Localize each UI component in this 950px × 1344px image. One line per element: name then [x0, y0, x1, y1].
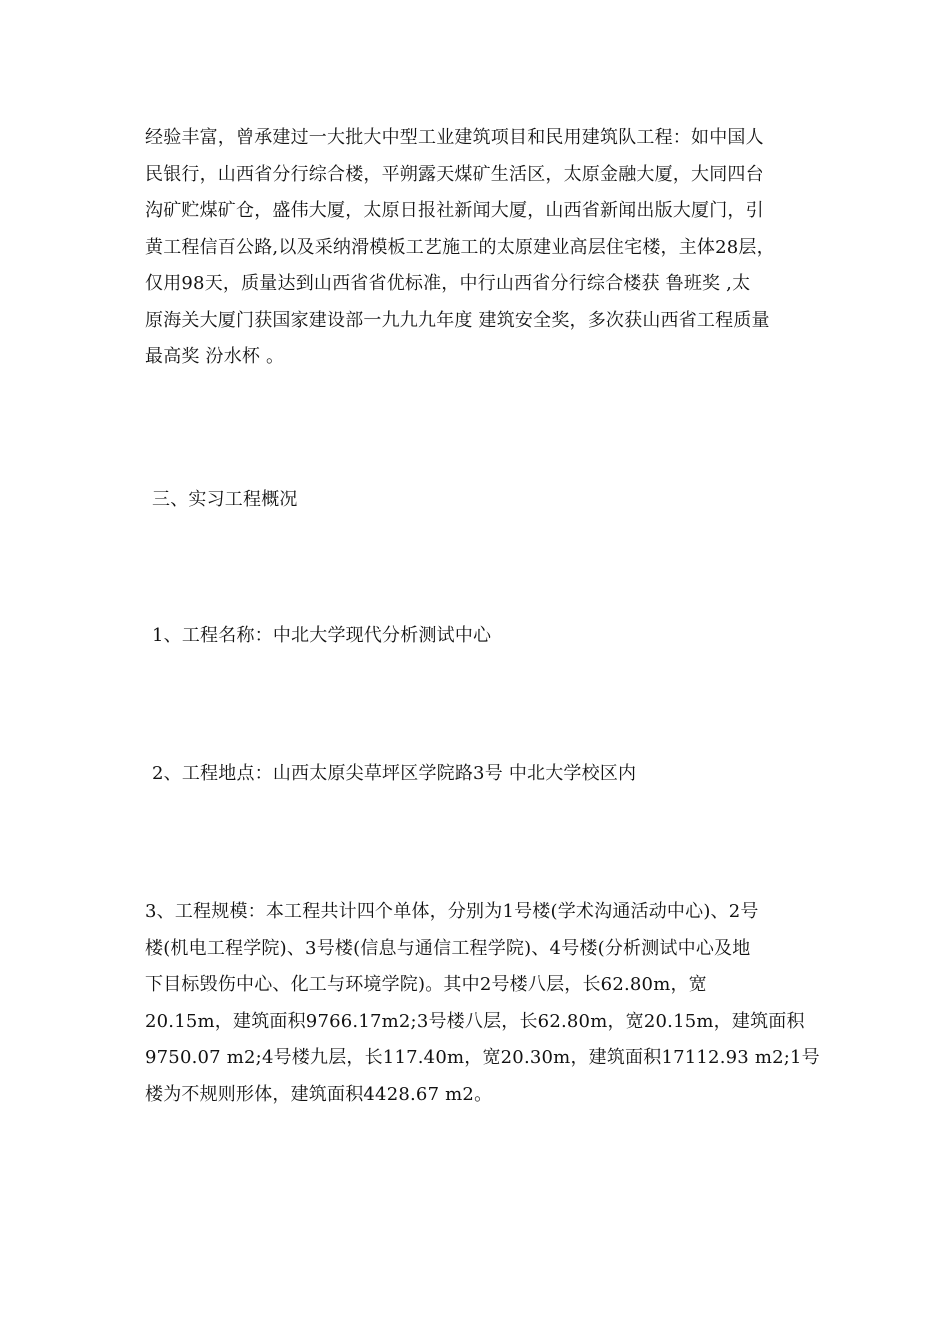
intro-paragraph: [145, 120, 810, 376]
text-line: 经验丰富，曾承建过一大批大中型工业建筑项目和民用建筑队工程：如中国人: [145, 127, 764, 148]
text-line: 黄工程信百公路,以及采纳滑模板工艺施工的太原建业高层住宅楼，主体28层，: [145, 236, 775, 258]
text-line: 最高奖 汾水杯 。: [145, 346, 285, 367]
text-line: 仅用98天，质量达到山西省省优标准，中行山西省分行综合楼获 鲁班奖 ,太: [145, 273, 751, 294]
text-line: 下目标毁伤中心、化工与环境学院)。其中2号楼八层，长62.80m，宽: [145, 974, 707, 995]
project-name-text: 1、工程名称：中北大学现代分析测试中心: [152, 625, 492, 646]
text-line: 楼(机电工程学院)、3号楼(信息与通信工程学院)、4号楼(分析测试中心及地: [145, 937, 751, 959]
text-line: 原海关大厦门获国家建设部一九九九年度 建筑安全奖，多次获山西省工程质量: [145, 309, 770, 331]
project-location-text: 2、工程地点：山西太原尖草坪区学院路3号 中北大学校区内: [152, 763, 637, 784]
text-line: 9750.07 m2;4号楼九层，长117.40m，宽20.30m，建筑面积17112.93 m2;1号: [145, 1047, 820, 1068]
text-line: 民银行，山西省分行综合楼，平朔露天煤矿生活区，太原金融大厦，大同四台: [145, 163, 764, 185]
text-line: 3、工程规模：本工程共计四个单体，分别为1号楼(学术沟通活动中心)、2号: [145, 901, 759, 922]
section-heading-text: 三、实习工程概况: [152, 489, 298, 510]
project-name-item: [152, 618, 817, 655]
text-line: 沟矿贮煤矿仓，盛伟大厦，太原日报社新闻大厦，山西省新闻出版大厦门，引: [145, 200, 764, 221]
project-location-item: [152, 756, 817, 793]
section-heading: [152, 482, 817, 519]
text-line: 20.15m，建筑面积9766.17m2;3号楼八层，长62.80m，宽20.15m，建筑面积: [145, 1010, 805, 1032]
project-scale-paragraph: [145, 894, 820, 1113]
text-line: 楼为不规则形体，建筑面积4428.67 m2。: [145, 1083, 493, 1105]
